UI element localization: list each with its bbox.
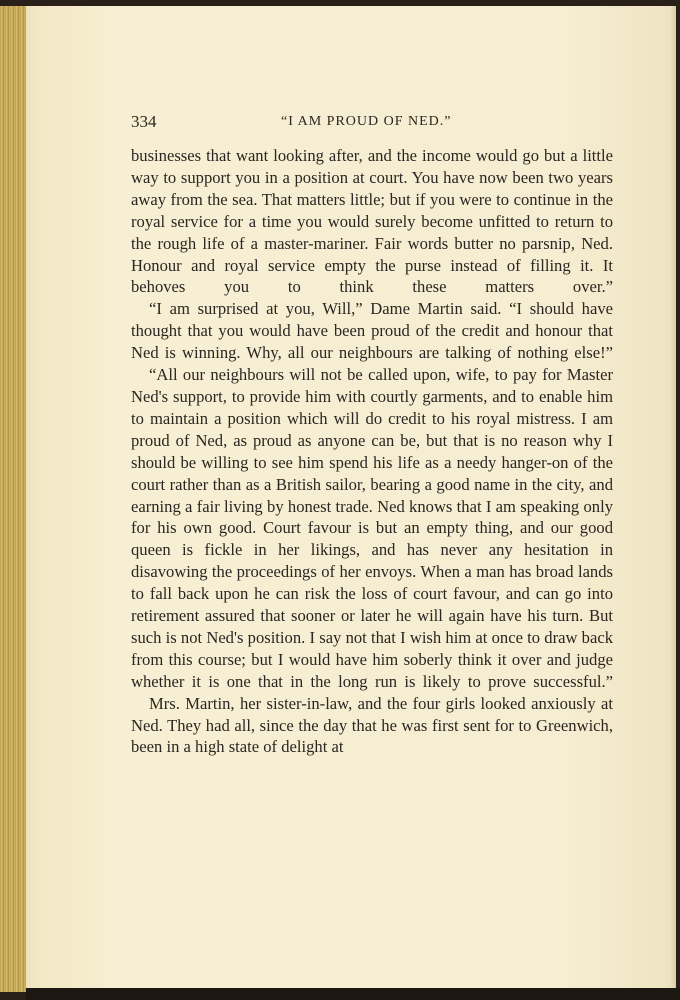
book-bottom-edge: [26, 988, 680, 1000]
running-title: “I AM PROUD OF NED.”: [281, 114, 452, 129]
page-number: 334: [131, 112, 157, 131]
paragraph-3: “All our neighbours will not be called upon, wife, to pay for Master Ned's support, to provide him with courtly garments, and to enable him to maintain a position which will do credit to his royal mistress. I am proud of Ned, as proud as anyone can be, but that is no reason why I should be willing to see him spend his life as a needy hanger-on of the court rather than as a British sailor, bearing a good name in the city, and earning a fair living by honest trade. Ned knows that I am speaking only for his own good. Court favour is but an empty thing, and our good queen is fickle in her likings, and has never any hesitation in disavowing the proceedings of her envoys. When a man has broad lands to fall back upon he can risk the loss of court favour, and can go into retirement assured that sooner or later he will again have his turn. But such is not Ned's position. I say not that I wish him at once to draw back from this course; but I would have him soberly think it over and judge whether it is one that in the long run is likely to prove successful.”: [131, 365, 613, 691]
paragraph-2: “I am surprised at you, Will,” Dame Martin said. “I should have thought that you would have been proud of the credit and honour that Ned is winning. Why, all our neighbours are talking of nothing else!”: [131, 299, 613, 363]
body-text: [131, 145, 613, 758]
page-header: [131, 112, 613, 138]
gilt-page-edges: [0, 6, 26, 992]
paragraph-4: Mrs. Martin, her sister-in-law, and the four girls looked anxiously at Ned. They had all, since the day that he was first sent for to Greenwich, been in a high state of delight at: [131, 693, 613, 757]
paragraph-1: businesses that want looking after, and the income would go but a little way to support you in a position at court. You have now been two years away from the sea. That matters little; but if you were to continue in the royal service for a time you would surely become unfitted to return to the rough life of a master-mariner. Fair words butter no parsnip, Ned. Honour and royal service empty the purse instead of filling it. It behoves you to think these matters over.”: [131, 146, 613, 297]
